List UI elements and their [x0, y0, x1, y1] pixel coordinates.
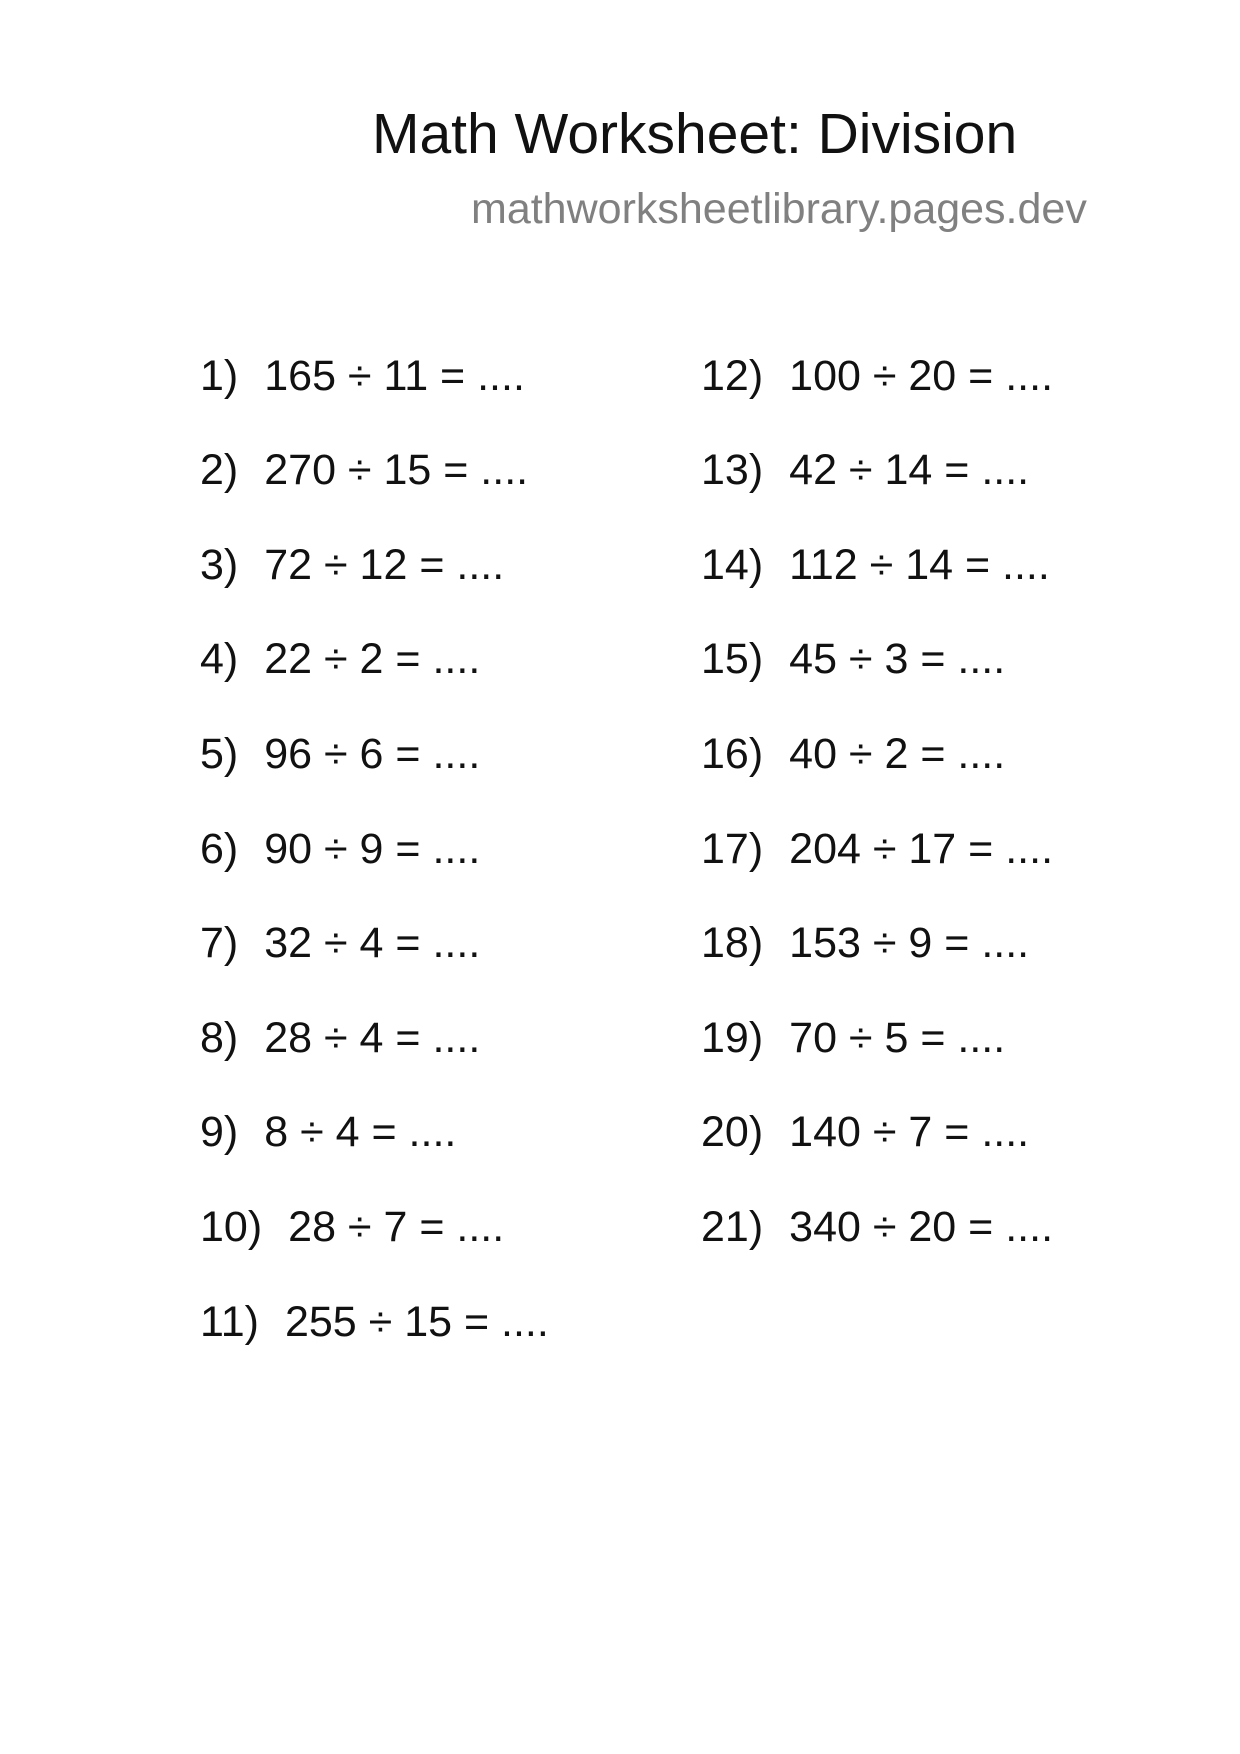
- problem-expression: 100 ÷ 20 = ....: [789, 352, 1054, 400]
- problem-item: [701, 632, 1005, 686]
- problem-expression: 28 ÷ 7 = ....: [288, 1203, 505, 1251]
- problem-number: 10): [200, 1203, 263, 1251]
- problem-number: 12): [701, 352, 764, 400]
- problem-expression: 340 ÷ 20 = ....: [789, 1203, 1054, 1251]
- problem-number: 3): [200, 541, 239, 589]
- problem-number: 6): [200, 825, 239, 873]
- problem-item: [701, 916, 1029, 970]
- problem-item: [701, 443, 1029, 497]
- problem-item: [701, 1011, 1005, 1065]
- problem-number: 19): [701, 1014, 764, 1062]
- problem-item: [701, 538, 1050, 592]
- problem-expression: 40 ÷ 2 = ....: [789, 730, 1006, 778]
- problem-number: 4): [200, 635, 239, 683]
- problem-expression: 28 ÷ 4 = ....: [264, 1014, 481, 1062]
- problem-item: [200, 632, 480, 686]
- problem-number: 21): [701, 1203, 764, 1251]
- problem-item: [200, 1105, 456, 1159]
- problem-item: [200, 1011, 480, 1065]
- problem-expression: 112 ÷ 14 = ....: [789, 541, 1050, 589]
- problem-expression: 96 ÷ 6 = ....: [264, 730, 481, 778]
- problem-expression: 90 ÷ 9 = ....: [264, 825, 481, 873]
- problem-expression: 204 ÷ 17 = ....: [789, 825, 1054, 873]
- problem-number: 18): [701, 919, 764, 967]
- problem-item: [200, 443, 528, 497]
- problem-expression: 70 ÷ 5 = ....: [789, 1014, 1006, 1062]
- problem-number: 13): [701, 446, 764, 494]
- problem-item: [701, 1200, 1053, 1254]
- problem-number: 9): [200, 1108, 239, 1156]
- problem-expression: 32 ÷ 4 = ....: [264, 919, 481, 967]
- problem-number: 16): [701, 730, 764, 778]
- problem-expression: 165 ÷ 11 = ....: [264, 352, 525, 400]
- problem-number: 1): [200, 352, 239, 400]
- problem-item: [701, 822, 1053, 876]
- problem-number: 17): [701, 825, 764, 873]
- problem-item: [701, 727, 1005, 781]
- problem-expression: 153 ÷ 9 = ....: [789, 919, 1030, 967]
- problem-number: 5): [200, 730, 239, 778]
- problem-expression: 270 ÷ 15 = ....: [264, 446, 529, 494]
- problem-item: [200, 349, 525, 403]
- problem-expression: 72 ÷ 12 = ....: [264, 541, 505, 589]
- problem-number: 20): [701, 1108, 764, 1156]
- problem-item: [200, 538, 504, 592]
- problem-expression: 22 ÷ 2 = ....: [264, 635, 481, 683]
- problem-expression: 45 ÷ 3 = ....: [789, 635, 1006, 683]
- problem-item: [200, 822, 480, 876]
- problem-expression: 42 ÷ 14 = ....: [789, 446, 1030, 494]
- source-website: mathworksheetlibrary.pages.dev: [471, 185, 1087, 233]
- problem-number: 15): [701, 635, 764, 683]
- problem-item: [200, 1295, 549, 1349]
- problem-number: 8): [200, 1014, 239, 1062]
- problem-item: [701, 1105, 1029, 1159]
- problem-number: 2): [200, 446, 239, 494]
- problem-item: [200, 727, 480, 781]
- problem-expression: 140 ÷ 7 = ....: [789, 1108, 1030, 1156]
- problem-expression: 255 ÷ 15 = ....: [284, 1298, 549, 1346]
- worksheet-title: Math Worksheet: Division: [372, 102, 1018, 166]
- problem-number: 7): [200, 919, 239, 967]
- problem-number: 14): [701, 541, 764, 589]
- problem-item: [200, 1200, 504, 1254]
- problem-expression: 8 ÷ 4 = ....: [264, 1108, 457, 1156]
- problem-number: 11): [200, 1298, 259, 1346]
- problem-item: [200, 916, 480, 970]
- problem-item: [701, 349, 1053, 403]
